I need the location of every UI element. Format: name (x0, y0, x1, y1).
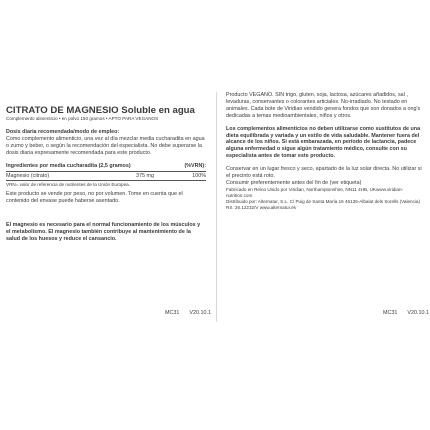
product-code: MC31 (383, 310, 398, 316)
product-subtitle: Complemento alimenticio • en polvo 150 gramos • APTO PARA VEGANOS (6, 116, 159, 121)
label-right-column (226, 92, 424, 211)
ingredient-amount: 375 mg (136, 172, 154, 179)
warning-text: Los complementos alimenticios no deben utilizarse como sustitutos de una dieta equilibrada y variada y un estilo de vida saludable. Mantener fuera del alcance de los niños. Si está embarazada, en período de lactancia, padece alguna enfermedad o sigue algún tratamiento médico, consulte con su especialista antes de tomar este producto. (226, 125, 421, 160)
ingredients-header-name: Ingredientes por media cucharadita (2,5 gramos) (6, 162, 131, 169)
product-code: MC31 (165, 310, 180, 316)
column-divider (216, 92, 217, 322)
weight-note: Este producto se vende por peso, no por volumen. Tome en cuenta que el contenido del envase puede haberse asentado. (6, 191, 183, 205)
label-version: V20.10.1 (407, 310, 429, 316)
ingredients-table-header (6, 163, 206, 170)
manufacturer-text: Fabricado en Reino Unido por Viridian, Northamptonshire, NN11 4HB, UKwww.viridian-nutrition.com (226, 186, 404, 198)
ingredient-name: Magnesio (citrato) (6, 172, 50, 179)
label-code-right (383, 310, 429, 316)
ingredients-table (6, 163, 206, 189)
ingredients-header-vrn: (%VRN): (184, 162, 206, 169)
dosage-text: Como complemento alimenticio, una vez al día mezclar media cucharadita en agua o zumo y beber, o según la recomendación del especialista. No debe superarse la dosis diaria expresamente recomendada para este producto. (6, 135, 205, 156)
ingredient-vrn: 100% (192, 172, 206, 179)
label-code-left (165, 310, 211, 316)
health-claim: El magnesio es necesario para el normal funcionamiento de los músculos y el metabolismo. El magnesio también contribuye al mantenimiento de la salud de los huesos y reduce el cansancio. (6, 222, 201, 243)
best-before-text: Consumir preferentemente antes del fin de (ver etiqueta) (226, 179, 362, 186)
distributor-text: Distribuido por: Alternatur, S.L. C/ Puig de Santa María 16 46135-Albalat dels Sorells (Valencia) RS. 26.12232/V www.alternatur.es (226, 198, 420, 210)
storage-text: Conservar en un lugar fresco y seco, apartado de la luz solar directa. No utilizar si el precinto está roto. (226, 166, 422, 180)
product-title: CITRATO DE MAGNESIO Soluble en agua (6, 105, 195, 116)
vrn-note: VRN= valor de referencia de nutrientes de la Unión Europea. (6, 182, 130, 188)
table-row (6, 173, 206, 180)
table-rule (6, 180, 206, 181)
dosage-heading: Dosis diaria recomendada/modo de empleo: (6, 129, 120, 135)
label-left-column (6, 92, 206, 243)
vegan-statement: Producto VEGANO. SIN trigo, gluten, soja, lactosa, azúcares añadidos, sal , levaduras, conservantes o colorantes articiales. No-irradiado. No testado en animales. Cada bote de Viridian vendido genera fondos que son donados a ong's dedicadas a temas medioambientales, niños y otros. (226, 92, 421, 119)
table-rule (6, 171, 206, 172)
label-version: V20.10.1 (189, 310, 211, 316)
